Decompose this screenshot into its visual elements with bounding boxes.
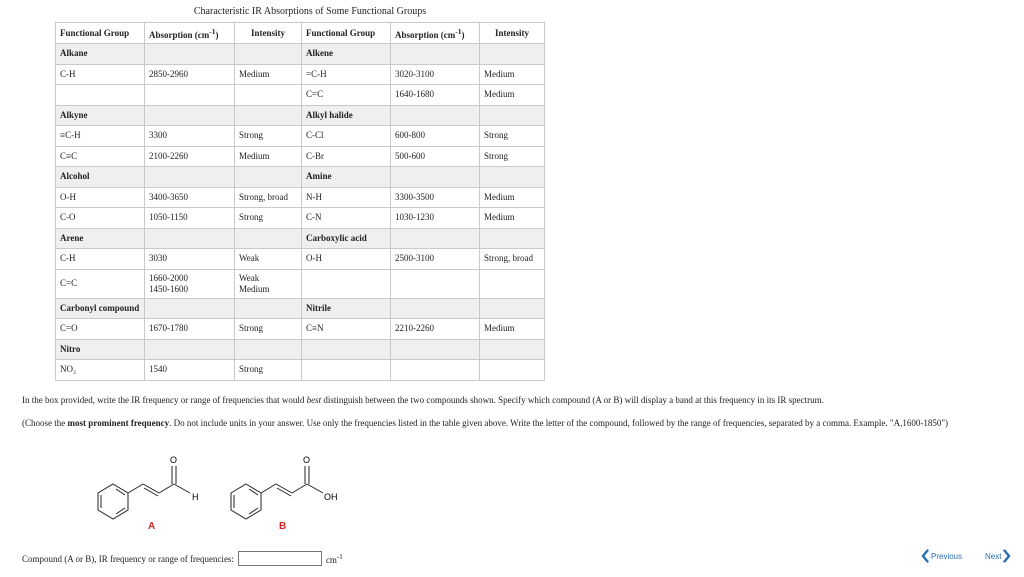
table-cell: 3300-3500: [391, 187, 480, 208]
next-label: Next: [985, 551, 1002, 561]
table-title: Characteristic IR Absorptions of Some Functional Groups: [193, 6, 427, 17]
table-row: [56, 208, 545, 229]
table-cell: [391, 269, 480, 298]
table-cell: Medium: [480, 187, 545, 208]
table-cell: 3020-3100: [391, 64, 480, 85]
table-cell: Carboxylic acid: [302, 228, 391, 249]
table-cell: [145, 167, 235, 188]
table-cell: [480, 228, 545, 249]
table-cell: 2100-2260: [145, 146, 235, 167]
table-row: [56, 269, 545, 298]
table-cell: NO₂: [56, 360, 145, 381]
table-cell: [391, 298, 480, 319]
table-cell: Medium: [235, 64, 302, 85]
table-cell: Alkene: [302, 44, 391, 65]
table-cell: Nitro: [56, 339, 145, 360]
compound-a-hydrogen: H: [192, 492, 199, 502]
compound-b-label: B: [279, 521, 287, 532]
table-cell: [145, 298, 235, 319]
table-row: [56, 146, 545, 167]
table-section-row: [56, 298, 545, 319]
table-cell: [391, 339, 480, 360]
table-cell: 1660-2000 1450-1600: [145, 269, 235, 298]
table-cell: 2210-2260: [391, 319, 480, 340]
table-cell: [302, 269, 391, 298]
table-cell: [391, 44, 480, 65]
table-cell: N-H: [302, 187, 391, 208]
table-cell: C≡N: [302, 319, 391, 340]
table-cell: [391, 360, 480, 381]
table-row: [56, 85, 545, 106]
table-cell: C-H: [56, 249, 145, 270]
table-cell: [302, 339, 391, 360]
table-cell: 1640-1680: [391, 85, 480, 106]
table-cell: Medium: [480, 208, 545, 229]
compound-a-structure: [75, 450, 215, 525]
table-cell: [235, 298, 302, 319]
question-note: (Choose the most prominent frequency. Do not include units in your answer. Use only the frequencies listed in the table given above. Write the letter of the compound, followed by the range of frequencies, separated by a comma. Example. "A,1600-1850"): [22, 418, 949, 428]
table-cell: O-H: [302, 249, 391, 270]
table-cell: Strong, broad: [235, 187, 302, 208]
table-cell: Alcohol: [56, 167, 145, 188]
chevron-right-icon: [1003, 549, 1011, 563]
table-cell: C=O: [56, 319, 145, 340]
table-cell: Nitrile: [302, 298, 391, 319]
table-cell: [56, 85, 145, 106]
table-cell: [235, 85, 302, 106]
table-cell: 2500-3100: [391, 249, 480, 270]
table-cell: 600-800: [391, 126, 480, 147]
answer-label: Compound (A or B), IR frequency or range of frequencies:: [22, 553, 234, 564]
table-cell: [480, 105, 545, 126]
table-row: [56, 319, 545, 340]
table-cell: Strong: [235, 208, 302, 229]
table-cell: C-H: [56, 64, 145, 85]
table-cell: ≡C-H: [56, 126, 145, 147]
table-cell: Arene: [56, 228, 145, 249]
question-instruction: In the box provided, write the IR frequency or range of frequencies that would best distinguish between the two compounds shown. Specify which compound (A or B) will display a band at this frequency in its IR spectrum.: [22, 395, 824, 405]
table-cell: C=C: [56, 269, 145, 298]
table-cell: Weak: [235, 249, 302, 270]
table-section-row: [56, 105, 545, 126]
table-section-row: [56, 339, 545, 360]
answer-unit: $cm^{-1}$: [325, 552, 343, 565]
table-cell: Strong: [235, 360, 302, 381]
table-section-row: [56, 44, 545, 65]
table-cell: C-N: [302, 208, 391, 229]
table-cell: 1030-1230: [391, 208, 480, 229]
header-absorption-2: Absorption $(cm^{-1})$: [391, 23, 480, 44]
table-cell: Alkane: [56, 44, 145, 65]
table-cell: 3400-3650: [145, 187, 235, 208]
table-cell: [145, 228, 235, 249]
table-cell: [145, 44, 235, 65]
table-cell: Alkyl halide: [302, 105, 391, 126]
table-cell: [480, 298, 545, 319]
compound-a-oxygen: O: [170, 455, 178, 465]
table-cell: Medium: [480, 64, 545, 85]
table-cell: [235, 167, 302, 188]
table-cell: Strong: [235, 126, 302, 147]
compound-b-oxygen: O: [303, 455, 311, 465]
table-cell: 3030: [145, 249, 235, 270]
table-cell: Strong: [235, 319, 302, 340]
table-cell: 1050-1150: [145, 208, 235, 229]
header-functional-group: Functional Group: [56, 23, 145, 44]
answer-row: [22, 551, 343, 566]
table-cell: Strong: [480, 146, 545, 167]
table-cell: [145, 85, 235, 106]
table-cell: Medium: [480, 319, 545, 340]
table-cell: [302, 360, 391, 381]
table-cell: C=C: [302, 85, 391, 106]
table-row: [56, 249, 545, 270]
header-intensity: Intensity: [235, 23, 302, 44]
compound-a-label: A: [148, 521, 156, 532]
table-cell: C-Br: [302, 146, 391, 167]
table-cell: Carbonyl compound: [56, 298, 145, 319]
table-cell: 1670-1780: [145, 319, 235, 340]
table-cell: Medium: [235, 146, 302, 167]
table-row: [56, 126, 545, 147]
table-cell: 3300: [145, 126, 235, 147]
header-absorption: Absorption $(cm^{-1})$: [145, 23, 235, 44]
table-cell: C-Cl: [302, 126, 391, 147]
table-cell: 1540: [145, 360, 235, 381]
table-cell: 500-600: [391, 146, 480, 167]
table-cell: Strong, broad: [480, 249, 545, 270]
table-header-row: [56, 23, 545, 44]
table-cell: O-H: [56, 187, 145, 208]
table-cell: [145, 105, 235, 126]
table-cell: Strong: [480, 126, 545, 147]
header-intensity-2: Intensity: [480, 23, 545, 44]
table-cell: [235, 228, 302, 249]
next-button[interactable]: [985, 549, 1011, 563]
table-cell: Amine: [302, 167, 391, 188]
answer-input[interactable]: [238, 551, 322, 566]
table-cell: C-O: [56, 208, 145, 229]
table-row: [56, 64, 545, 85]
table-cell: [480, 269, 545, 298]
table-cell: [480, 167, 545, 188]
table-cell: Alkyne: [56, 105, 145, 126]
previous-button[interactable]: [921, 549, 962, 563]
table-cell: [391, 105, 480, 126]
table-cell: [235, 339, 302, 360]
table-cell: [480, 44, 545, 65]
table-cell: [145, 339, 235, 360]
chevron-left-icon: [921, 549, 929, 563]
ir-absorption-table: [55, 22, 545, 381]
table-cell: [391, 228, 480, 249]
table-section-row: [56, 228, 545, 249]
table-cell: [480, 339, 545, 360]
table-cell: Medium: [480, 85, 545, 106]
table-row: [56, 187, 545, 208]
table-cell: [235, 44, 302, 65]
table-cell: C≡C: [56, 146, 145, 167]
header-functional-group-2: Functional Group: [302, 23, 391, 44]
table-cell: =C-H: [302, 64, 391, 85]
previous-label: Previous: [931, 551, 963, 561]
table-section-row: [56, 167, 545, 188]
table-cell: Weak Medium: [235, 269, 302, 298]
table-cell: [235, 105, 302, 126]
table-cell: [391, 167, 480, 188]
table-cell: 2850-2960: [145, 64, 235, 85]
compound-b-hydroxyl: OH: [324, 492, 338, 502]
compound-b-structure: [208, 450, 358, 525]
table-row: [56, 360, 545, 381]
table-cell: [480, 360, 545, 381]
